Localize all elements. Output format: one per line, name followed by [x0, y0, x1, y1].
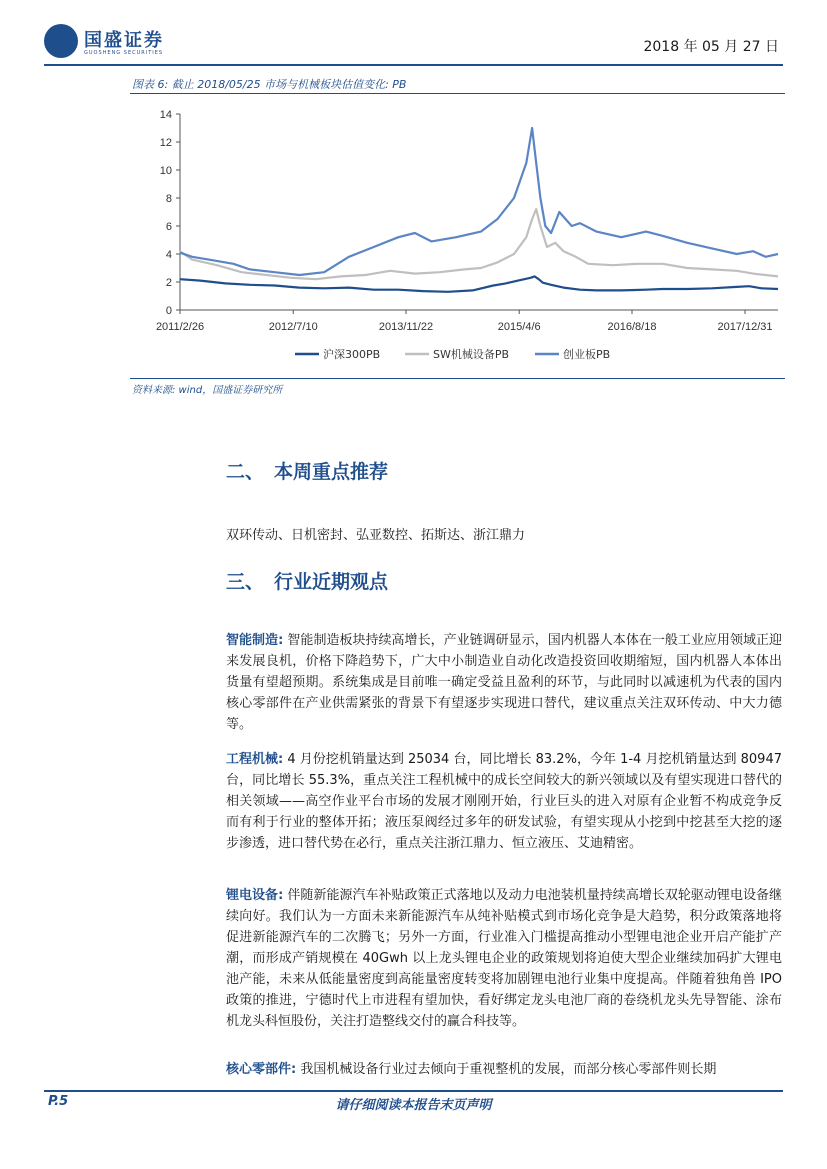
- paragraph-lead: 锂电设备:: [226, 888, 284, 903]
- section-heading-views: [226, 567, 388, 594]
- paragraph-lead: 智能制造:: [226, 633, 284, 648]
- paragraph-smart-manufacturing: [226, 630, 782, 735]
- x-tick-label: 2017/12/31: [717, 321, 773, 333]
- paragraph-body: 智能制造板块持续高增长，产业链调研显示，国内机器人本体在一般工业应用领域正迎来发展良机，价格下降趋势下，广大中小制造业自动化改造投资回收期缩短，国内机器人本体出货量有望超预期。系统集成是目前唯一确定受益且盈利的环节，与此同时以减速机为代表的国内核心零部件在产业供需紧张的背景下有望逐步实现进口替代，建议重点关注双环传动、中大力德等。: [226, 633, 782, 732]
- paragraph-construction-machinery: [226, 749, 782, 854]
- figure-source: 资料来源: wind，国盛证券研究所: [132, 385, 283, 396]
- page-number: P.5: [48, 1094, 69, 1109]
- series-line-2: [180, 128, 778, 275]
- disclaimer-note: 请仔细阅读本报告末页声明: [335, 1098, 492, 1113]
- paragraph-core-components: [226, 1059, 782, 1080]
- logo-subtext: GUOSHENG SECURITIES: [84, 50, 164, 56]
- x-tick-label: 2016/8/18: [607, 321, 657, 333]
- y-tick-label: 10: [159, 165, 172, 177]
- figure-top-rule: [130, 93, 785, 94]
- x-tick-label: 2015/4/6: [497, 321, 541, 333]
- figure-caption: 图表 6: 截止 2018/05/25 市场与机械板块估值变化: PB: [132, 78, 407, 91]
- y-tick-label: 14: [159, 109, 172, 121]
- logo-text: 国盛证券: [84, 30, 164, 51]
- figure-bottom-rule: [130, 378, 785, 379]
- y-tick-label: 12: [159, 137, 172, 149]
- company-logo: [44, 22, 174, 62]
- pb-line-chart: [130, 96, 785, 378]
- y-tick-label: 6: [165, 221, 172, 233]
- paragraph-lead: 工程机械:: [226, 752, 284, 767]
- section-number: 三、: [226, 571, 265, 593]
- series-line-0: [180, 276, 778, 291]
- series-line-1: [180, 209, 778, 279]
- y-tick-label: 2: [165, 277, 172, 289]
- legend-label: 沪深300PB: [323, 348, 381, 361]
- paragraph-body: 4 月份挖机销量达到 25034 台，同比增长 83.2%，今年 1-4 月挖机销量达到 80947 台，同比增长 55.3%，重点关注工程机械中的成长空间较大的新兴领域以及有望实现进口替代的相关领域——高空作业平台市场的发展才刚刚开始，行业巨头的进入对原有企业暂不构成竞争反而有利于行业的整体开拓；液压泵阀经过多年的研发试验，有望实现从小挖到中挖甚至大挖的逐步渗透，进口替代势在必行，重点关注浙江鼎力、恒立液压、艾迪精密。: [226, 752, 783, 851]
- paragraph-lead: 核心零部件:: [226, 1062, 297, 1077]
- x-tick-label: 2011/2/26: [155, 321, 205, 333]
- paragraph-body: 伴随新能源汽车补贴政策正式落地以及动力电池装机量持续高增长双轮驱动锂电设备继续向好。我们认为一方面未来新能源汽车从纯补贴模式到市场化竞争是大趋势，积分政策落地将促进新能源汽车的二次腾飞；另外一方面，行业准入门槛提高推动小型锂电池企业开启产能扩产潮，而形成产销规模在 40Gwh 以上龙头锂电企业的政策规划将迫使大型企业继续加码扩大锂电池产能，未来从低能量密度到高能量密度转变将加剧锂电池行业集中度提高。伴随着独角兽 IPO 政策的推进，宁德时代上市进程有望加快，看好绑定龙头电池厂商的卷绕机龙头先导智能、涂布机龙头科恒股份，关注打造整线交付的赢合科技等。: [226, 888, 782, 1029]
- x-tick-label: 2012/7/10: [268, 321, 318, 333]
- y-tick-label: 0: [165, 305, 172, 317]
- recommended-stocks: 双环传动、日机密封、弘亚数控、拓斯达、浙江鼎力: [226, 528, 526, 543]
- header-divider: [44, 64, 783, 66]
- logo-mark-icon: [44, 24, 78, 58]
- y-tick-label: 4: [165, 249, 172, 261]
- legend-label: 创业板PB: [563, 348, 611, 361]
- report-date: 2018 年 05 月 27 日: [643, 39, 779, 55]
- section-title-text: 行业近期观点: [274, 571, 389, 593]
- section-number: 二、: [226, 461, 265, 483]
- footer-divider: [44, 1090, 783, 1092]
- legend-label: SW机械设备PB: [433, 348, 510, 361]
- paragraph-lithium-equipment: [226, 885, 782, 1032]
- section-heading-recommend: [226, 457, 388, 484]
- y-tick-label: 8: [165, 193, 172, 205]
- section-title-text: 本周重点推荐: [274, 461, 389, 483]
- paragraph-body: 我国机械设备行业过去倾向于重视整机的发展，而部分核心零部件则长期: [296, 1062, 717, 1077]
- x-tick-label: 2013/11/22: [378, 321, 434, 333]
